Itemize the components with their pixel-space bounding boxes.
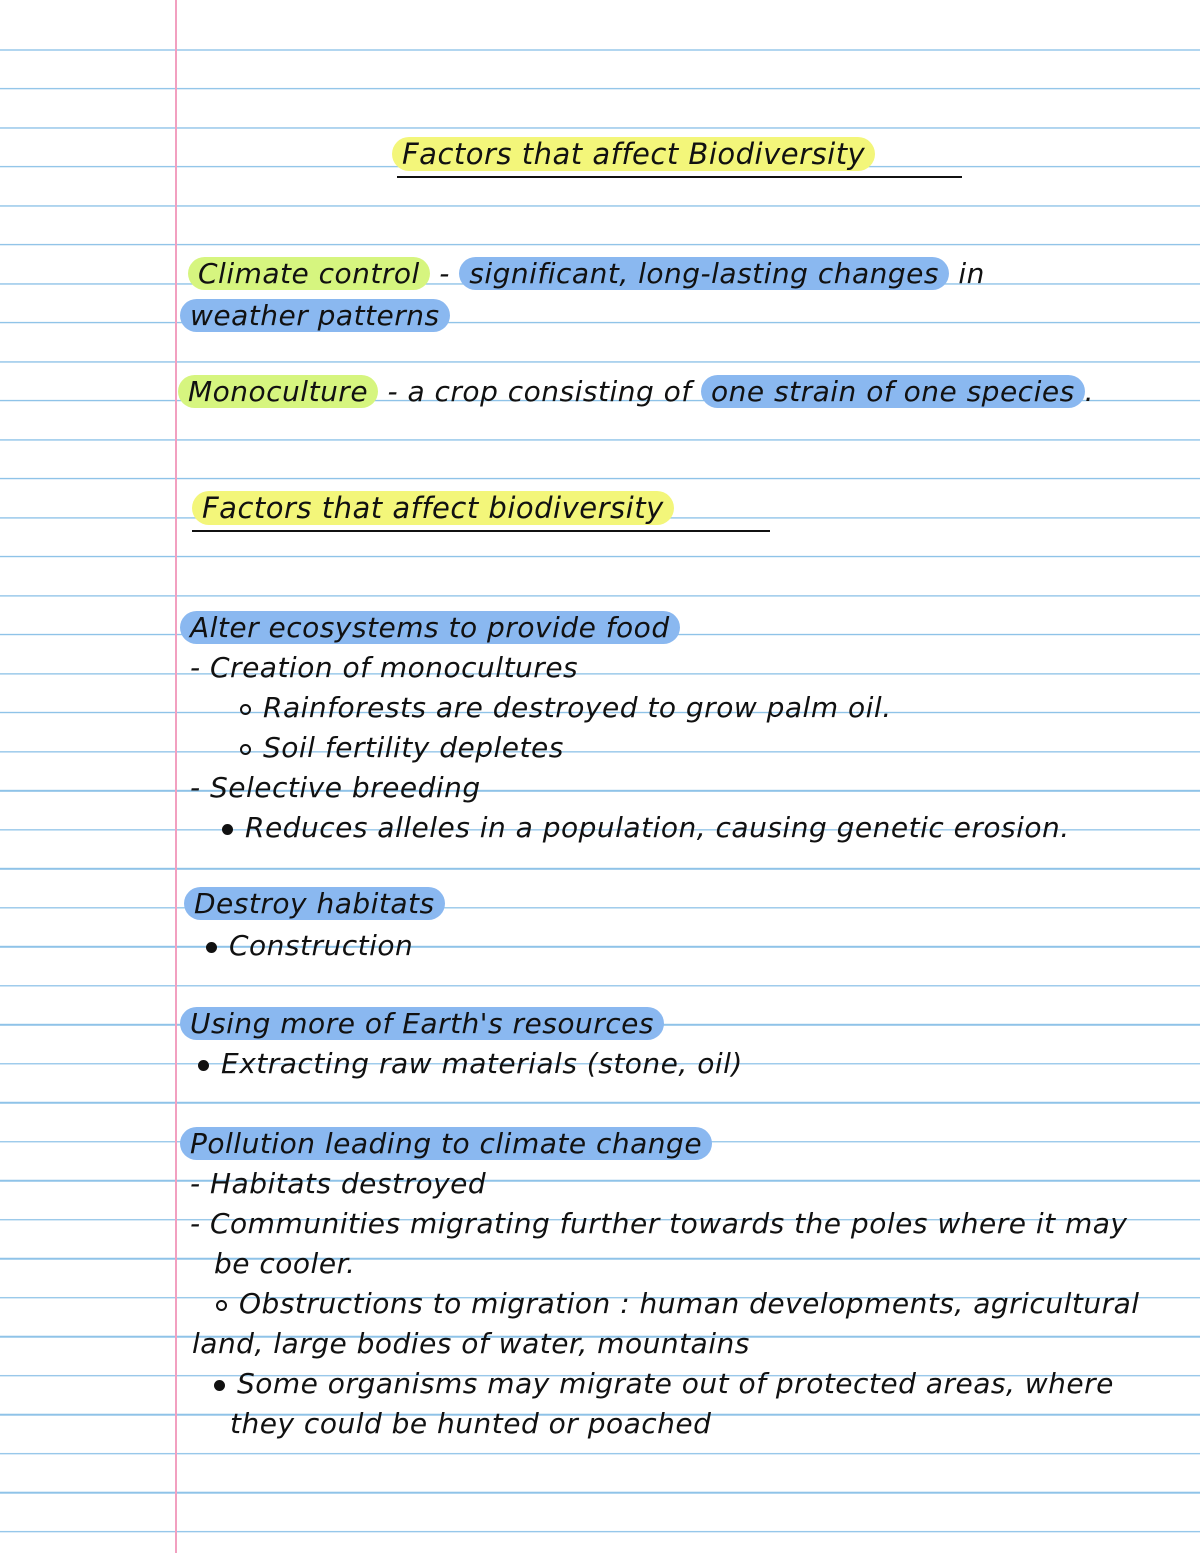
climate-term: Climate control: [188, 257, 430, 290]
page-title: [392, 136, 875, 172]
monoculture-line: [178, 374, 1094, 410]
selective-breeding-item: - Selective breeding: [190, 771, 481, 804]
rainforests-item: [240, 690, 892, 726]
obstructions-text: Obstructions to migration : human developments, agricultural: [239, 1287, 1140, 1320]
bullet-icon: [240, 704, 251, 715]
bullet-icon: [214, 1380, 225, 1391]
alter-ecosystems-heading-text: Alter ecosystems to provide food: [180, 611, 680, 644]
climate-line-2: [180, 298, 450, 334]
monoculture-definition-highlight: one strain of one species: [701, 375, 1085, 408]
alleles-text: Reduces alleles in a population, causing genetic erosion.: [245, 811, 1070, 844]
monocultures-item: - Creation of monocultures: [190, 651, 579, 684]
notebook-margin-line: [175, 0, 177, 1553]
extracting-text: Extracting raw materials (stone, oil): [221, 1047, 743, 1080]
section-title-highlight: Factors that affect biodiversity: [192, 491, 674, 525]
soil-fertility-item: [240, 730, 564, 766]
section-title-underline: [192, 530, 770, 532]
alleles-item: [222, 810, 1070, 846]
obstructions-item: [216, 1286, 1140, 1322]
extracting-item: [198, 1046, 743, 1082]
destroy-habitats-heading: [184, 886, 445, 922]
monoculture-period: .: [1084, 375, 1095, 408]
title-underline: [397, 176, 962, 178]
soil-fertility-text: Soil fertility depletes: [263, 731, 564, 764]
climate-definition-end: weather patterns: [180, 299, 450, 332]
monoculture-dash: -: [378, 375, 408, 408]
climate-definition: significant, long-lasting changes: [459, 257, 949, 290]
obstructions-continued: land, large bodies of water, mountains: [192, 1327, 750, 1360]
pollution-heading-text: Pollution leading to climate change: [180, 1127, 712, 1160]
climate-line-1: [188, 256, 985, 292]
alter-ecosystems-heading: [180, 610, 680, 646]
protected-areas-item: [214, 1366, 1114, 1402]
rainforests-text: Rainforests are destroyed to grow palm oil.: [263, 691, 892, 724]
communities-migrating-continued: be cooler.: [214, 1247, 356, 1280]
climate-dash: -: [429, 257, 460, 290]
communities-migrating-item: - Communities migrating further towards the poles where it may: [190, 1207, 1128, 1240]
construction-item: [206, 928, 413, 964]
protected-areas-continued: they could be hunted or poached: [230, 1407, 712, 1440]
bullet-icon: [222, 824, 233, 835]
section-title: [192, 490, 674, 526]
bullet-icon: [198, 1060, 209, 1071]
resources-heading: [180, 1006, 664, 1042]
resources-heading-text: Using more of Earth's resources: [180, 1007, 664, 1040]
climate-definition-in: in: [948, 257, 985, 290]
construction-text: Construction: [229, 929, 414, 962]
pollution-heading: [180, 1126, 712, 1162]
bullet-icon: [206, 942, 217, 953]
monoculture-term: Monoculture: [178, 375, 378, 408]
habitats-destroyed-item: - Habitats destroyed: [190, 1167, 487, 1200]
bullet-icon: [240, 744, 251, 755]
monoculture-definition: a crop consisting of: [407, 375, 702, 408]
title-highlight: Factors that affect Biodiversity: [392, 137, 875, 171]
protected-areas-text: Some organisms may migrate out of protected areas, where: [237, 1367, 1114, 1400]
bullet-icon: [216, 1300, 227, 1311]
destroy-habitats-heading-text: Destroy habitats: [184, 887, 445, 920]
